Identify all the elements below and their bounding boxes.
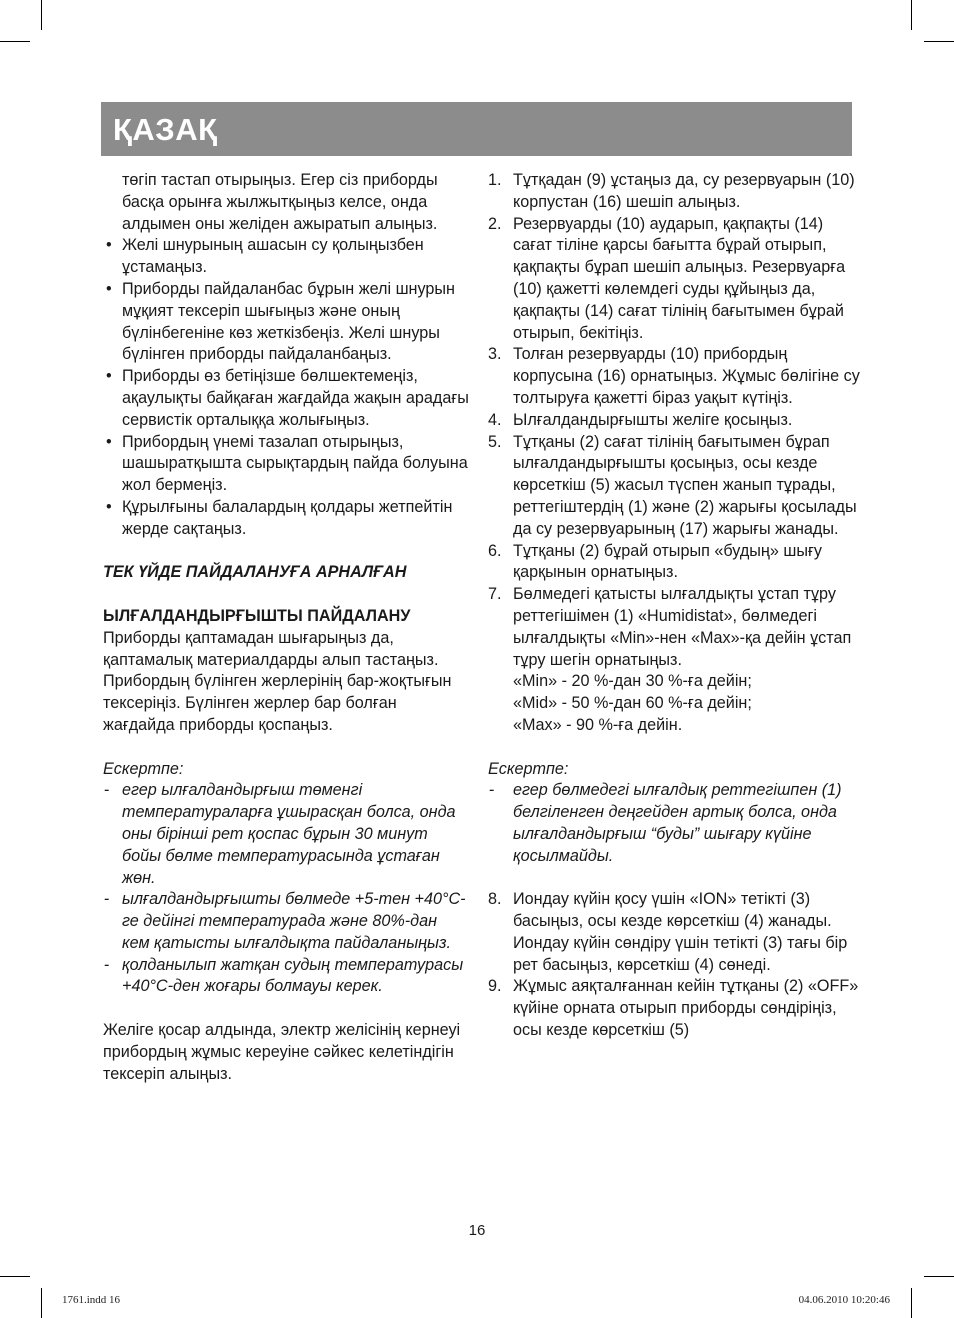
step-text: Жұмыс аяқталғаннан кейін тұтқаны (2) «OFF» күйіне орната отырып приборды сөндіріңіз, осы кезде көрсеткіш (5) — [513, 977, 859, 1040]
crop-mark — [41, 0, 42, 30]
note-item — [103, 955, 469, 999]
step-item — [488, 976, 860, 1041]
step-number: 8. — [488, 890, 502, 909]
crop-mark — [911, 0, 912, 30]
print-timestamp: 04.06.2010 10:20:46 — [798, 1294, 890, 1306]
note-label: Ескертпе: — [488, 759, 569, 778]
bullet-text: Желі шнурының ашасын су қолыңызбен ұстамаңыз. — [122, 236, 424, 277]
bullet-item — [103, 432, 469, 497]
dash-marker: - — [104, 890, 110, 909]
humidity-level: «Max» - 90 %-ға дейін. — [513, 715, 683, 734]
bullet-text: Прибордың үнемі тазалап отырыңыз, шашыратқышта сырықтардың пайда болуына жол бермеңіз. — [122, 432, 468, 495]
step-number: 6. — [488, 541, 502, 560]
note-text: ылғалдандырғышты бөлмеде +5-тен +40°С-ге дейінгі температурада және 80%-дан кем қатысты ылғалдықта пайдаланыңыз. — [122, 890, 466, 952]
step-text: Бөлмедегі қатысты ылғалдықты ұстап тұру реттегішімен (1) «Humidistat», бөлмедегі ылғалдықты «Min»-нен «Max»-қа дейін ұстап тұру шегін орнатыңыз. — [513, 585, 852, 669]
crop-mark — [41, 1288, 42, 1318]
bullet-item — [103, 235, 469, 279]
step-item — [488, 170, 860, 214]
step-item — [488, 344, 860, 409]
crop-mark — [924, 1276, 954, 1277]
step-item — [488, 889, 860, 976]
step-number: 1. — [488, 171, 502, 189]
crop-mark — [911, 1288, 912, 1318]
step-number: 4. — [488, 410, 502, 429]
note-text: егер бөлмедегі ылғалдық реттегішпен (1) белгіленген деңгейден артық болса, онда ылғалдандырғыш “буды” шығару күйіне қосылмайды. — [513, 781, 842, 865]
bullet-marker: • — [106, 236, 112, 255]
step-text: Резервуарды (10) аударып, қақпақты (14) сағат тіліне қарсы бағытта бұрай отырып, қақпақты бұрап шешіп алыңыз. Резервуарға (10) қажетті көлемдегі суды құйыңыз да, қақпақты (14) сағат тілінің бағытымен бұрай отырып, бекітіңіз. — [513, 214, 846, 342]
dash-marker: - — [489, 781, 495, 800]
usage-heading: ЫЛҒАЛДАНДЫРҒЫШТЫ ПАЙДАЛАНУ — [103, 606, 411, 625]
usage-text: Приборды қаптамадан шығарыңыз да, қаптамалық материалдарды алып тастаңыз. Прибордың бүлінген жерлерінің бар-жоқтығын тексеріңіз. Бүлінген жерлер бар болған жағдайда приборды қоспаңыз. — [103, 628, 452, 734]
note-item — [488, 780, 860, 867]
step-item — [488, 214, 860, 345]
home-use-heading: ТЕК ҮЙДЕ ПАЙДАЛАНУҒА АРНАЛҒАН — [103, 563, 407, 582]
step-item — [488, 410, 860, 432]
step-number: 5. — [488, 432, 502, 451]
bullet-text: Приборды пайдаланбас бұрын желі шнурын мұқият тексеріп шығыңыз және оның бүлінбегеніне көз жеткізбеңіз. Желі шнуры бүлінген приборды пайдаланбаңыз. — [122, 279, 455, 364]
crop-mark — [0, 1276, 30, 1277]
page-number: 16 — [468, 1222, 486, 1239]
closing-text: Желіге қосар алдында, электр желісінің кернеуі прибордың жұмыс кереуіне сәйкес келетіндігін тексеріп алыңыз. — [103, 1021, 461, 1083]
language-title: ҚАЗАҚ — [113, 112, 218, 147]
bullet-marker: • — [106, 279, 112, 298]
intro-text: төгіп тастап отырыңыз. Егер сіз приборды басқа орынға жылжытқыңыз келсе, онда алдымен оны желіден ажыратып алыңыз. — [122, 171, 438, 233]
humidity-level: «Min» - 20 %-дан 30 %-ға дейін; — [513, 672, 752, 691]
file-name: 1761.indd 16 — [62, 1294, 121, 1306]
dash-marker: - — [104, 781, 110, 800]
bullet-marker: • — [106, 432, 112, 451]
step-item — [488, 541, 860, 585]
bullet-marker: • — [106, 497, 112, 516]
left-column — [103, 170, 469, 1085]
language-header-band — [101, 102, 852, 156]
step-text: Иондау күйін қосу үшін «ION» тетікті (3) басыңыз, осы кезде көрсеткіш (4) жанады. Иондау күйін сөндіру үшін тетікті (3) тағы бір рет басыңыз, көрсеткіш (4) сөнеді. — [513, 890, 848, 974]
step-number: 2. — [488, 214, 502, 233]
step-item — [488, 584, 860, 671]
crop-mark — [0, 41, 30, 42]
note-text: егер ылғалдандырғыш төменгі температураларға ұшырасқан болса, онда оны бірінші рет қоспас бұрын 30 минут бойы бөлме температурасында ұстаған жөн. — [122, 781, 456, 887]
note-item — [103, 889, 469, 954]
bullet-marker: • — [106, 367, 112, 386]
step-number: 7. — [488, 585, 502, 604]
step-item — [488, 432, 860, 541]
step-text: Толған резервуарды (10) прибордың корпусына (16) орнатыңыз. Жұмыс бөлігіне су толтыруға қажетті біраз уақыт күтіңіз. — [513, 345, 860, 407]
note-text: қолданылып жатқан судың температурасы +40°С-ден жоғары болмауы керек. — [122, 955, 464, 996]
bullet-item — [103, 279, 469, 366]
note-label: Ескертпе: — [103, 759, 184, 778]
step-text: Тұтқаны (2) сағат тілінің бағытымен бұрап ылғалдандырғышты қосыңыз, осы кезде көрсеткіш (5) жасыл түспен жанып тұрады, реттегіштердің (1) және (2) жарығы қосылады да су резервуарының (17) жарығы жанады. — [513, 432, 857, 538]
bullet-text: Құрылғыны балалардың қолдары жетпейтін жерде сақтаңыз. — [122, 497, 453, 538]
dash-marker: - — [104, 955, 110, 974]
step-text: Тұтқаны (2) бұрай отырып «будың» шығу қарқынын орнатыңыз. — [513, 541, 822, 582]
step-text: Ылғалдандырғышты желіге қосыңыз. — [513, 410, 793, 429]
bullet-text: Приборды өз бетіңізше бөлшектемеңіз, ақаулықты байқаған жағдайда жақын арадағы сервистік орталыққа жолығыңыз. — [122, 367, 469, 429]
step-text: Тұтқадан (9) ұстаңыз да, су резервуарын (10) корпустан (16) шешіп алыңыз. — [513, 171, 855, 211]
bullet-item — [103, 366, 469, 431]
step-number: 9. — [488, 977, 502, 996]
crop-mark — [924, 41, 954, 42]
right-column — [488, 170, 860, 1042]
step-number: 3. — [488, 345, 502, 364]
note-item — [103, 780, 469, 889]
humidity-level: «Mid» - 50 %-дан 60 %-ға дейін; — [513, 694, 752, 713]
bullet-item — [103, 497, 469, 541]
